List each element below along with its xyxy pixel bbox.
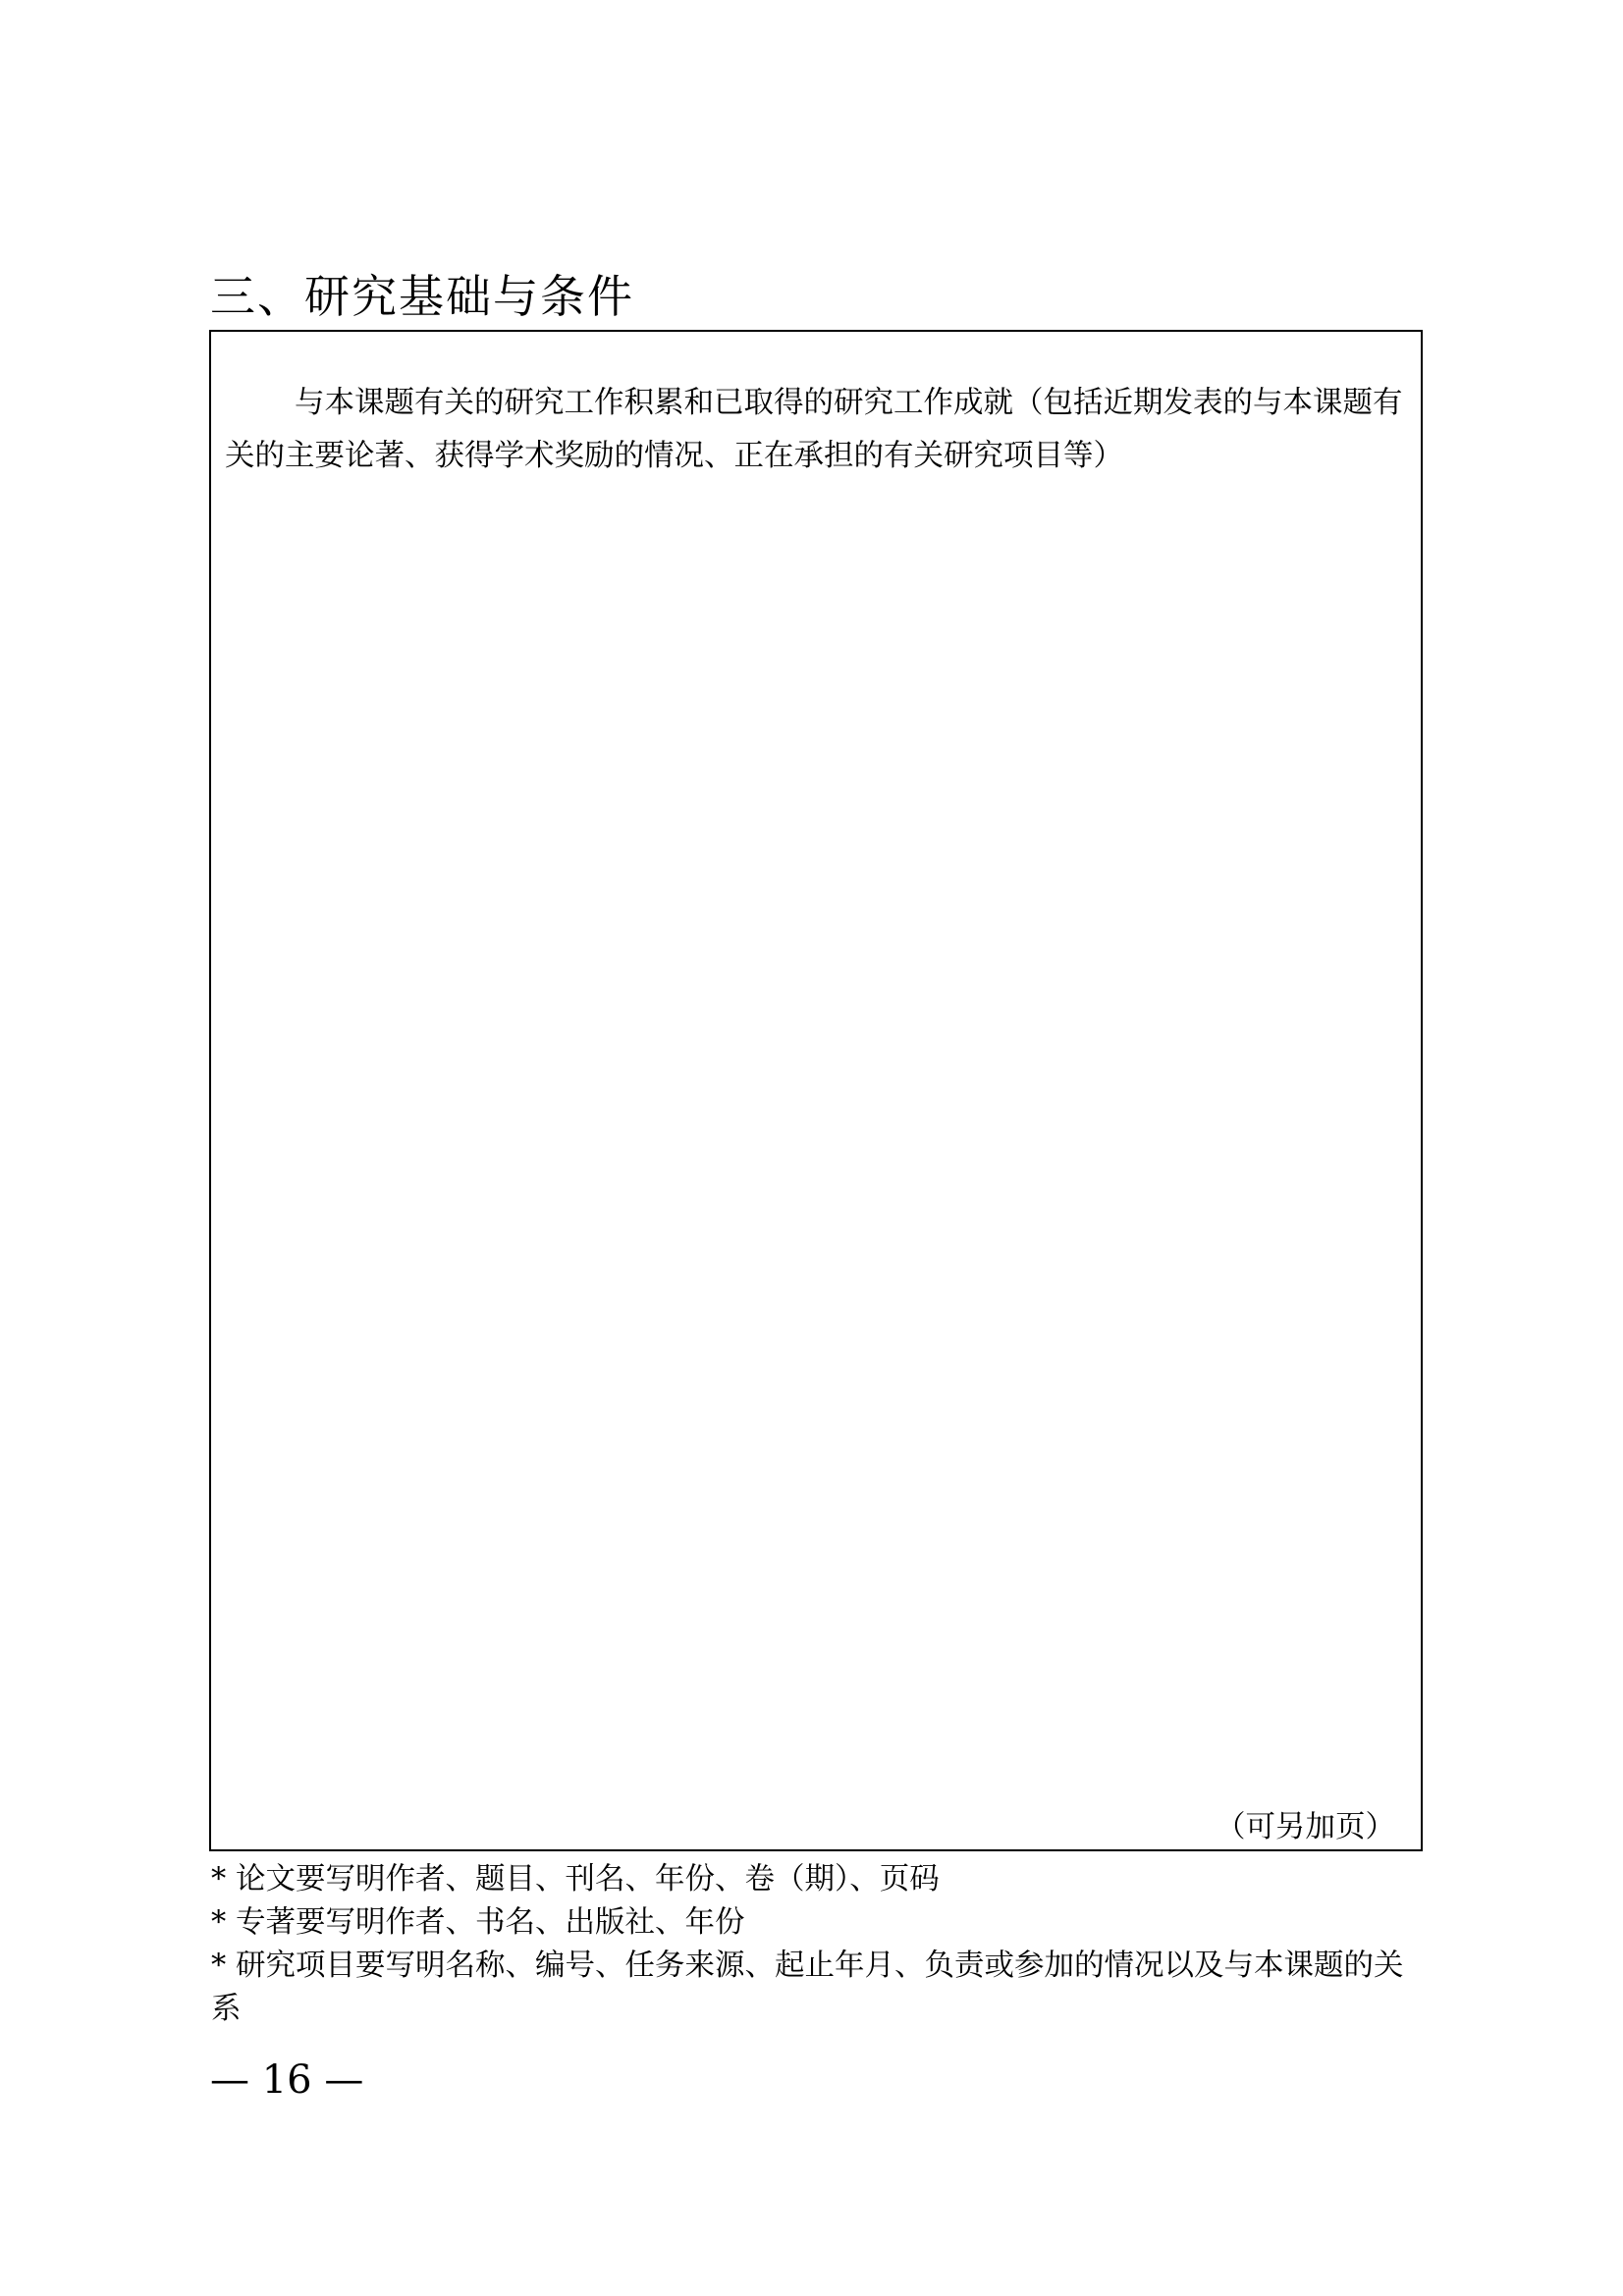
footnote-papers: * 论文要写明作者、题目、刊名、年份、卷（期）、页码: [211, 1862, 940, 1896]
footnote-monographs: * 专著要写明作者、书名、出版社、年份: [211, 1905, 745, 1940]
section-title: 三、研究基础与条件: [210, 270, 634, 323]
form-instructions: 与本课题有关的研究工作积累和已取得的研究工作成就（包括近期发表的与本课题有关的主要论著、获得学术奖励的情况、正在承担的有关研究项目等）: [225, 386, 1403, 473]
research-foundation-box: [209, 330, 1423, 1851]
page-number: — 16 —: [210, 2057, 364, 2103]
footnotes: [211, 1858, 1425, 2031]
footnote-projects: * 研究项目要写明名称、编号、任务来源、起止年月、负责或参加的情况以及与本课题的关系: [211, 1949, 1404, 2026]
additional-pages-note: （可另加页）: [1216, 1810, 1395, 1844]
